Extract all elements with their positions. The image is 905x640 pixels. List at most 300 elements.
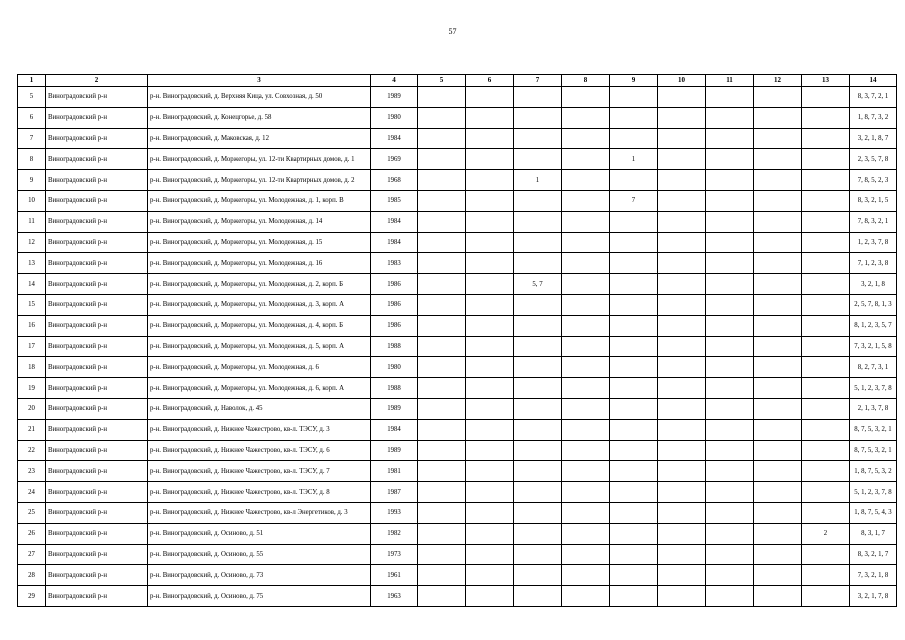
col7-cell	[514, 482, 562, 503]
district-cell: Виноградовский р-н	[46, 107, 148, 128]
table-row	[18, 274, 897, 295]
col5-cell	[418, 336, 466, 357]
year-cell: 1986	[371, 274, 418, 295]
year-cell: 1980	[371, 357, 418, 378]
col5-cell	[418, 565, 466, 586]
year-cell: 1961	[371, 565, 418, 586]
district-cell: Виноградовский р-н	[46, 315, 148, 336]
col6-cell	[466, 565, 514, 586]
col11-cell	[706, 87, 754, 108]
col8-cell	[562, 274, 610, 295]
col9-cell	[610, 128, 658, 149]
year-cell: 1984	[371, 128, 418, 149]
col8-cell	[562, 128, 610, 149]
col7-cell	[514, 315, 562, 336]
column-header-6: 6	[466, 75, 514, 87]
address-cell: р-н. Виноградовский, д. Моржегоры, ул. 12-ти Квартирных домов, д. 1	[148, 149, 371, 170]
col13-cell	[802, 232, 850, 253]
col8-cell	[562, 544, 610, 565]
col12-cell	[754, 440, 802, 461]
col5-cell	[418, 440, 466, 461]
col13-cell	[802, 440, 850, 461]
col6-cell	[466, 336, 514, 357]
col5-cell	[418, 149, 466, 170]
district-cell: Виноградовский р-н	[46, 232, 148, 253]
year-cell: 1986	[371, 315, 418, 336]
table-row	[18, 419, 897, 440]
table-row	[18, 315, 897, 336]
col11-cell	[706, 482, 754, 503]
column-header-7: 7	[514, 75, 562, 87]
col5-cell	[418, 523, 466, 544]
col9-cell	[610, 398, 658, 419]
col14-cell: 7, 3, 2, 1, 8	[850, 565, 897, 586]
col7-cell	[514, 440, 562, 461]
table-row	[18, 87, 897, 108]
row-number: 24	[18, 482, 46, 503]
col14-cell: 2, 5, 7, 8, 1, 3	[850, 294, 897, 315]
col10-cell	[658, 398, 706, 419]
address-cell: р-н. Виноградовский, д. Нижнее Чажестрово, кв-л. ТЭСУ, д. 7	[148, 461, 371, 482]
col13-cell	[802, 482, 850, 503]
col13-cell	[802, 586, 850, 607]
col14-cell: 7, 8, 5, 2, 3	[850, 170, 897, 191]
table-row	[18, 586, 897, 607]
col5-cell	[418, 170, 466, 191]
address-cell: р-н. Виноградовский, д. Моржегоры, ул. Молодежная, д. 15	[148, 232, 371, 253]
col11-cell	[706, 128, 754, 149]
col10-cell	[658, 586, 706, 607]
address-cell: р-н. Виноградовский, д. Моржегоры, ул. Молодежная, д. 14	[148, 211, 371, 232]
year-cell: 1984	[371, 232, 418, 253]
col13-cell	[802, 274, 850, 295]
col8-cell	[562, 107, 610, 128]
col9-cell	[610, 315, 658, 336]
col10-cell	[658, 482, 706, 503]
col6-cell	[466, 294, 514, 315]
column-header-1: 1	[18, 75, 46, 87]
col8-cell	[562, 586, 610, 607]
col8-cell	[562, 398, 610, 419]
col11-cell	[706, 523, 754, 544]
col6-cell	[466, 253, 514, 274]
address-cell: р-н. Виноградовский, д. Конецгорье, д. 58	[148, 107, 371, 128]
col12-cell	[754, 419, 802, 440]
row-number: 13	[18, 253, 46, 274]
district-cell: Виноградовский р-н	[46, 336, 148, 357]
col11-cell	[706, 502, 754, 523]
col8-cell	[562, 232, 610, 253]
col13-cell	[802, 253, 850, 274]
address-cell: р-н. Виноградовский, д. Нижнее Чажестрово, кв-л. ТЭСУ, д. 8	[148, 482, 371, 503]
col8-cell	[562, 565, 610, 586]
col10-cell	[658, 357, 706, 378]
col10-cell	[658, 294, 706, 315]
col14-cell: 5, 1, 2, 3, 7, 8	[850, 378, 897, 399]
col14-cell: 1, 8, 7, 3, 2	[850, 107, 897, 128]
year-cell: 1963	[371, 586, 418, 607]
col5-cell	[418, 419, 466, 440]
district-cell: Виноградовский р-н	[46, 398, 148, 419]
col11-cell	[706, 544, 754, 565]
col9-cell	[610, 87, 658, 108]
year-cell: 1980	[371, 107, 418, 128]
col13-cell	[802, 211, 850, 232]
col8-cell	[562, 482, 610, 503]
col12-cell	[754, 398, 802, 419]
col8-cell	[562, 190, 610, 211]
col7-cell	[514, 87, 562, 108]
col9-cell	[610, 586, 658, 607]
col14-cell: 3, 2, 1, 8	[850, 274, 897, 295]
district-cell: Виноградовский р-н	[46, 253, 148, 274]
col7-cell	[514, 523, 562, 544]
col6-cell	[466, 190, 514, 211]
year-cell: 1993	[371, 502, 418, 523]
col12-cell	[754, 149, 802, 170]
address-cell: р-н. Виноградовский, д. Моржегоры, ул. Молодежная, д. 6	[148, 357, 371, 378]
col10-cell	[658, 232, 706, 253]
col12-cell	[754, 190, 802, 211]
row-number: 14	[18, 274, 46, 295]
col9-cell	[610, 170, 658, 191]
column-header-2: 2	[46, 75, 148, 87]
col14-cell: 8, 2, 7, 3, 1	[850, 357, 897, 378]
column-header-4: 4	[371, 75, 418, 87]
col8-cell	[562, 419, 610, 440]
col7-cell	[514, 544, 562, 565]
col10-cell	[658, 128, 706, 149]
district-cell: Виноградовский р-н	[46, 357, 148, 378]
row-number: 23	[18, 461, 46, 482]
col10-cell	[658, 253, 706, 274]
col7-cell	[514, 128, 562, 149]
col11-cell	[706, 211, 754, 232]
col6-cell	[466, 544, 514, 565]
col10-cell	[658, 565, 706, 586]
row-number: 20	[18, 398, 46, 419]
col8-cell	[562, 149, 610, 170]
col13-cell: 2	[802, 523, 850, 544]
col10-cell	[658, 336, 706, 357]
col11-cell	[706, 336, 754, 357]
col10-cell	[658, 461, 706, 482]
address-cell: р-н. Виноградовский, д. Осиново, д. 51	[148, 523, 371, 544]
col12-cell	[754, 87, 802, 108]
col5-cell	[418, 211, 466, 232]
address-cell: р-н. Виноградовский, д. Моржегоры, ул. Молодежная, д. 3, корп. А	[148, 294, 371, 315]
district-cell: Виноградовский р-н	[46, 523, 148, 544]
table-row	[18, 107, 897, 128]
col12-cell	[754, 461, 802, 482]
district-cell: Виноградовский р-н	[46, 274, 148, 295]
col8-cell	[562, 357, 610, 378]
col12-cell	[754, 274, 802, 295]
col6-cell	[466, 378, 514, 399]
col5-cell	[418, 544, 466, 565]
col5-cell	[418, 502, 466, 523]
district-cell: Виноградовский р-н	[46, 440, 148, 461]
address-cell: р-н. Виноградовский, д. Нижнее Чажестрово, кв-л Энергетиков, д. 3	[148, 502, 371, 523]
col12-cell	[754, 232, 802, 253]
year-cell: 1984	[371, 211, 418, 232]
col6-cell	[466, 419, 514, 440]
col9-cell	[610, 294, 658, 315]
col9-cell	[610, 378, 658, 399]
col6-cell	[466, 502, 514, 523]
col9-cell: 7	[610, 190, 658, 211]
column-header-13: 13	[802, 75, 850, 87]
year-cell: 1989	[371, 398, 418, 419]
address-cell: р-н. Виноградовский, д. Моржегоры, ул. Молодежная, д. 2, корп. Б	[148, 274, 371, 295]
district-cell: Виноградовский р-н	[46, 482, 148, 503]
col9-cell: 1	[610, 149, 658, 170]
col5-cell	[418, 398, 466, 419]
col12-cell	[754, 107, 802, 128]
address-cell: р-н. Виноградовский, д. Моржегоры, ул. Молодежная, д. 1, корп. В	[148, 190, 371, 211]
col14-cell: 8, 3, 7, 2, 1	[850, 87, 897, 108]
address-cell: р-н. Виноградовский, д. Осиново, д. 55	[148, 544, 371, 565]
col14-cell: 7, 3, 2, 1, 5, 8	[850, 336, 897, 357]
col7-cell: 1	[514, 170, 562, 191]
col5-cell	[418, 87, 466, 108]
col5-cell	[418, 128, 466, 149]
column-header-14: 14	[850, 75, 897, 87]
col11-cell	[706, 565, 754, 586]
col10-cell	[658, 211, 706, 232]
district-cell: Виноградовский р-н	[46, 170, 148, 191]
col13-cell	[802, 128, 850, 149]
address-cell: р-н. Виноградовский, д. Нижнее Чажестрово, кв-л. ТЭСУ, д. 3	[148, 419, 371, 440]
address-cell: р-н. Виноградовский, д. Наволок, д. 45	[148, 398, 371, 419]
col6-cell	[466, 357, 514, 378]
table-row	[18, 440, 897, 461]
row-number: 8	[18, 149, 46, 170]
col11-cell	[706, 586, 754, 607]
table-row	[18, 565, 897, 586]
col7-cell	[514, 419, 562, 440]
col6-cell	[466, 107, 514, 128]
col5-cell	[418, 378, 466, 399]
district-cell: Виноградовский р-н	[46, 378, 148, 399]
table-row	[18, 378, 897, 399]
col13-cell	[802, 502, 850, 523]
row-number: 15	[18, 294, 46, 315]
col5-cell	[418, 190, 466, 211]
address-cell: р-н. Виноградовский, д. Моржегоры, ул. Молодежная, д. 4, корп. Б	[148, 315, 371, 336]
col12-cell	[754, 502, 802, 523]
year-cell: 1969	[371, 149, 418, 170]
col7-cell: 5, 7	[514, 274, 562, 295]
col7-cell	[514, 398, 562, 419]
col10-cell	[658, 274, 706, 295]
col10-cell	[658, 87, 706, 108]
column-header-8: 8	[562, 75, 610, 87]
col13-cell	[802, 378, 850, 399]
col11-cell	[706, 440, 754, 461]
col12-cell	[754, 357, 802, 378]
col9-cell	[610, 274, 658, 295]
col13-cell	[802, 565, 850, 586]
col13-cell	[802, 544, 850, 565]
col7-cell	[514, 357, 562, 378]
col8-cell	[562, 502, 610, 523]
row-number: 12	[18, 232, 46, 253]
col12-cell	[754, 544, 802, 565]
table-row	[18, 544, 897, 565]
col7-cell	[514, 294, 562, 315]
col11-cell	[706, 357, 754, 378]
year-cell: 1984	[371, 419, 418, 440]
district-cell: Виноградовский р-н	[46, 211, 148, 232]
row-number: 21	[18, 419, 46, 440]
col11-cell	[706, 294, 754, 315]
col10-cell	[658, 170, 706, 191]
col12-cell	[754, 378, 802, 399]
address-cell: р-н. Виноградовский, д. Моржегоры, ул. 12-ти Квартирных домов, д. 2	[148, 170, 371, 191]
col11-cell	[706, 107, 754, 128]
col9-cell	[610, 419, 658, 440]
row-number: 9	[18, 170, 46, 191]
col14-cell: 8, 3, 2, 1, 7	[850, 544, 897, 565]
col10-cell	[658, 502, 706, 523]
address-cell: р-н. Виноградовский, д. Моржегоры, ул. Молодежная, д. 6, корп. А	[148, 378, 371, 399]
col10-cell	[658, 315, 706, 336]
col9-cell	[610, 544, 658, 565]
col12-cell	[754, 523, 802, 544]
col13-cell	[802, 294, 850, 315]
header-row	[18, 75, 897, 87]
col13-cell	[802, 419, 850, 440]
col9-cell	[610, 523, 658, 544]
col7-cell	[514, 190, 562, 211]
district-cell: Виноградовский р-н	[46, 565, 148, 586]
col7-cell	[514, 336, 562, 357]
year-cell: 1988	[371, 336, 418, 357]
col10-cell	[658, 378, 706, 399]
col6-cell	[466, 315, 514, 336]
col5-cell	[418, 294, 466, 315]
col6-cell	[466, 87, 514, 108]
col7-cell	[514, 502, 562, 523]
table-row	[18, 482, 897, 503]
col13-cell	[802, 398, 850, 419]
year-cell: 1968	[371, 170, 418, 191]
col12-cell	[754, 336, 802, 357]
col14-cell: 8, 3, 2, 1, 5	[850, 190, 897, 211]
col14-cell: 1, 2, 3, 7, 8	[850, 232, 897, 253]
col13-cell	[802, 170, 850, 191]
table-row	[18, 336, 897, 357]
col11-cell	[706, 461, 754, 482]
address-cell: р-н. Виноградовский, д. Нижнее Чажестрово, кв-л. ТЭСУ, д. 6	[148, 440, 371, 461]
col13-cell	[802, 357, 850, 378]
col14-cell: 7, 1, 2, 3, 8	[850, 253, 897, 274]
col6-cell	[466, 440, 514, 461]
district-cell: Виноградовский р-н	[46, 87, 148, 108]
table-row	[18, 523, 897, 544]
col10-cell	[658, 440, 706, 461]
row-number: 19	[18, 378, 46, 399]
col5-cell	[418, 232, 466, 253]
col10-cell	[658, 419, 706, 440]
col10-cell	[658, 149, 706, 170]
row-number: 27	[18, 544, 46, 565]
district-cell: Виноградовский р-н	[46, 502, 148, 523]
col9-cell	[610, 482, 658, 503]
col6-cell	[466, 461, 514, 482]
year-cell: 1988	[371, 378, 418, 399]
col10-cell	[658, 544, 706, 565]
year-cell: 1985	[371, 190, 418, 211]
row-number: 5	[18, 87, 46, 108]
col7-cell	[514, 461, 562, 482]
col6-cell	[466, 149, 514, 170]
col7-cell	[514, 586, 562, 607]
column-header-9: 9	[610, 75, 658, 87]
district-cell: Виноградовский р-н	[46, 149, 148, 170]
column-header-10: 10	[658, 75, 706, 87]
col6-cell	[466, 274, 514, 295]
col12-cell	[754, 128, 802, 149]
district-cell: Виноградовский р-н	[46, 586, 148, 607]
col8-cell	[562, 378, 610, 399]
row-number: 28	[18, 565, 46, 586]
address-cell: р-н. Виноградовский, д. Осиново, д. 73	[148, 565, 371, 586]
col5-cell	[418, 274, 466, 295]
row-number: 16	[18, 315, 46, 336]
col5-cell	[418, 482, 466, 503]
col14-cell: 8, 3, 1, 7	[850, 523, 897, 544]
col12-cell	[754, 294, 802, 315]
col7-cell	[514, 232, 562, 253]
col11-cell	[706, 315, 754, 336]
table-row	[18, 128, 897, 149]
col13-cell	[802, 336, 850, 357]
col14-cell: 8, 7, 5, 3, 2, 1	[850, 440, 897, 461]
col14-cell: 8, 1, 2, 3, 5, 7	[850, 315, 897, 336]
column-header-3: 3	[148, 75, 371, 87]
col11-cell	[706, 419, 754, 440]
col8-cell	[562, 253, 610, 274]
col14-cell: 2, 3, 5, 7, 8	[850, 149, 897, 170]
table-row	[18, 357, 897, 378]
col5-cell	[418, 107, 466, 128]
year-cell: 1989	[371, 87, 418, 108]
col8-cell	[562, 461, 610, 482]
year-cell: 1973	[371, 544, 418, 565]
col8-cell	[562, 170, 610, 191]
table-row	[18, 502, 897, 523]
row-number: 17	[18, 336, 46, 357]
col6-cell	[466, 523, 514, 544]
column-header-12: 12	[754, 75, 802, 87]
col8-cell	[562, 211, 610, 232]
col7-cell	[514, 149, 562, 170]
col11-cell	[706, 232, 754, 253]
row-number: 29	[18, 586, 46, 607]
col8-cell	[562, 336, 610, 357]
col9-cell	[610, 253, 658, 274]
col5-cell	[418, 357, 466, 378]
row-number: 11	[18, 211, 46, 232]
col7-cell	[514, 107, 562, 128]
col5-cell	[418, 315, 466, 336]
column-header-11: 11	[706, 75, 754, 87]
col9-cell	[610, 502, 658, 523]
col14-cell: 1, 8, 7, 5, 3, 2	[850, 461, 897, 482]
col8-cell	[562, 87, 610, 108]
